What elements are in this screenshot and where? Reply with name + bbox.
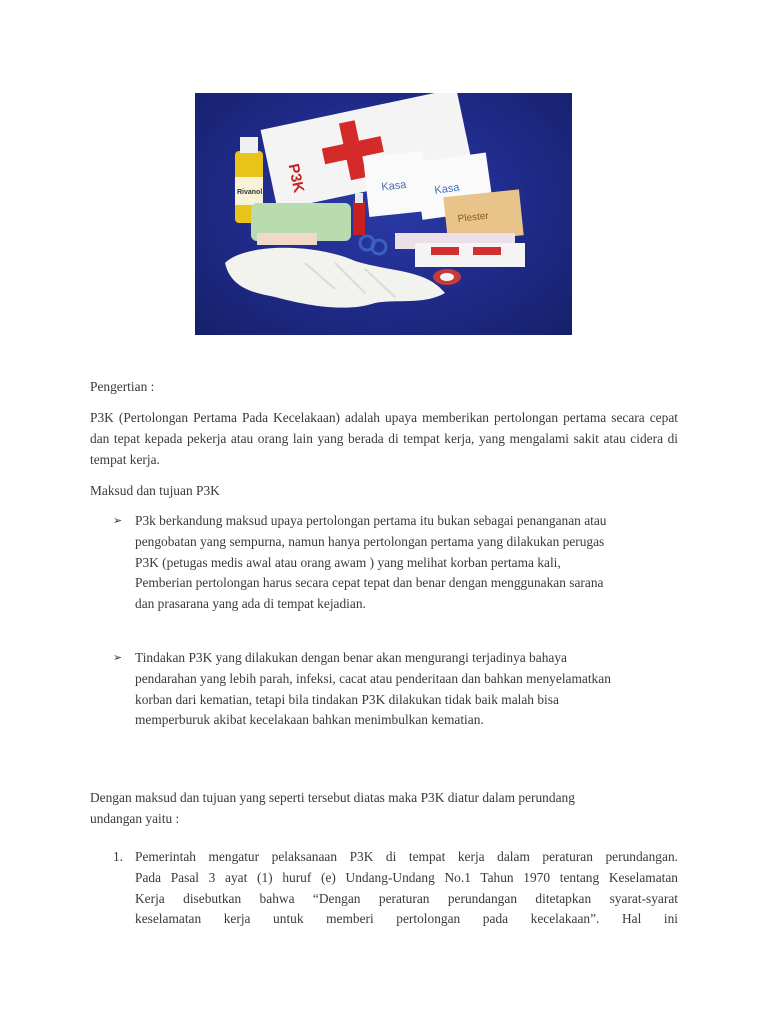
arrow-bullet-icon: ➢ [113,651,123,664]
subheading: Maksud dan tujuan P3K [90,483,220,498]
bullet-line: dan prasarana yang ada di tempat kejadian. [135,596,366,612]
iodine-bottle [353,201,365,235]
closing-line: Dengan maksud dan tujuan yang seperti tersebut diatas maka P3K diatur dalam perundang [90,790,575,805]
svg-text:Plester: Plester [457,210,490,225]
definition-paragraph: P3K (Pertolongan Pertama Pada Kecelakaan) adalah upaya memberikan pertolongan pertama secara cepat dan tepat kepada pekerja atau orang lain yang berada di tempat kerja, yang mengalami sakit atau cidera di tempat kerja. [90,410,678,467]
bullet-line: P3k berkandung maksud upaya pertolongan pertama itu bukan sebagai penanganan atau [135,513,607,528]
first-aid-kit-photo [195,93,572,335]
svg-text:Kasa: Kasa [433,181,461,197]
numbered-line: keselamatan kerja untuk memberi pertolongan pada kecelakaan”. Hal ini [135,911,678,927]
bullet-line: memperburuk akibat kecelakaan bahkan menimbulkan kematian. [135,712,484,728]
closing-paragraph [90,788,575,830]
bullet-line: Tindakan P3K yang dilakukan dengan benar akan mengurangi terjadinya bahaya [135,650,567,665]
svg-text:Kasa: Kasa [380,178,407,194]
bullet-line: P3K (petugas medis awal atau orang awam ) yang melihat korban pertama kali, [135,554,561,570]
section-heading: Pengertian : [90,379,155,394]
first-aid-kit-illustration [195,93,572,335]
list-number: 1. [113,849,124,864]
numbered-line: Pemerintah mengatur pelaksanaan P3K di tempat kerja dalam peraturan perundangan. [135,849,678,864]
numbered-line: Pada Pasal 3 ayat (1) huruf (e) Undang-Undang No.1 Tahun 1970 tentang Keselamatan [135,869,678,885]
bullet-line: pengobatan yang sempurna, namun hanya pertolongan pertama yang dilakukan perugas [135,533,605,549]
bullet-line: pendarahan yang lebih parah, infeksi, cacat atau penderitaan dan bahkan menyelamatkan [135,670,611,686]
gloves [225,248,445,308]
svg-text:Rivanol: Rivanol [237,189,263,196]
bullet-line: korban dari kematian, tetapi bila tindakan P3K dilakukan tidak baik malah bisa [135,691,559,707]
numbered-line: Kerja disebutkan bahwa “Dengan peraturan perundangan ditetapkan syarat-syarat [135,890,678,906]
closing-line: undangan yaitu : [90,810,180,826]
arrow-bullet-icon: ➢ [113,514,123,527]
bullet-line: Pemberian pertolongan harus secara cepat tepat dan benar dengan menggunakan sarana [135,575,604,591]
svg-text:P3K: P3K [284,162,308,195]
